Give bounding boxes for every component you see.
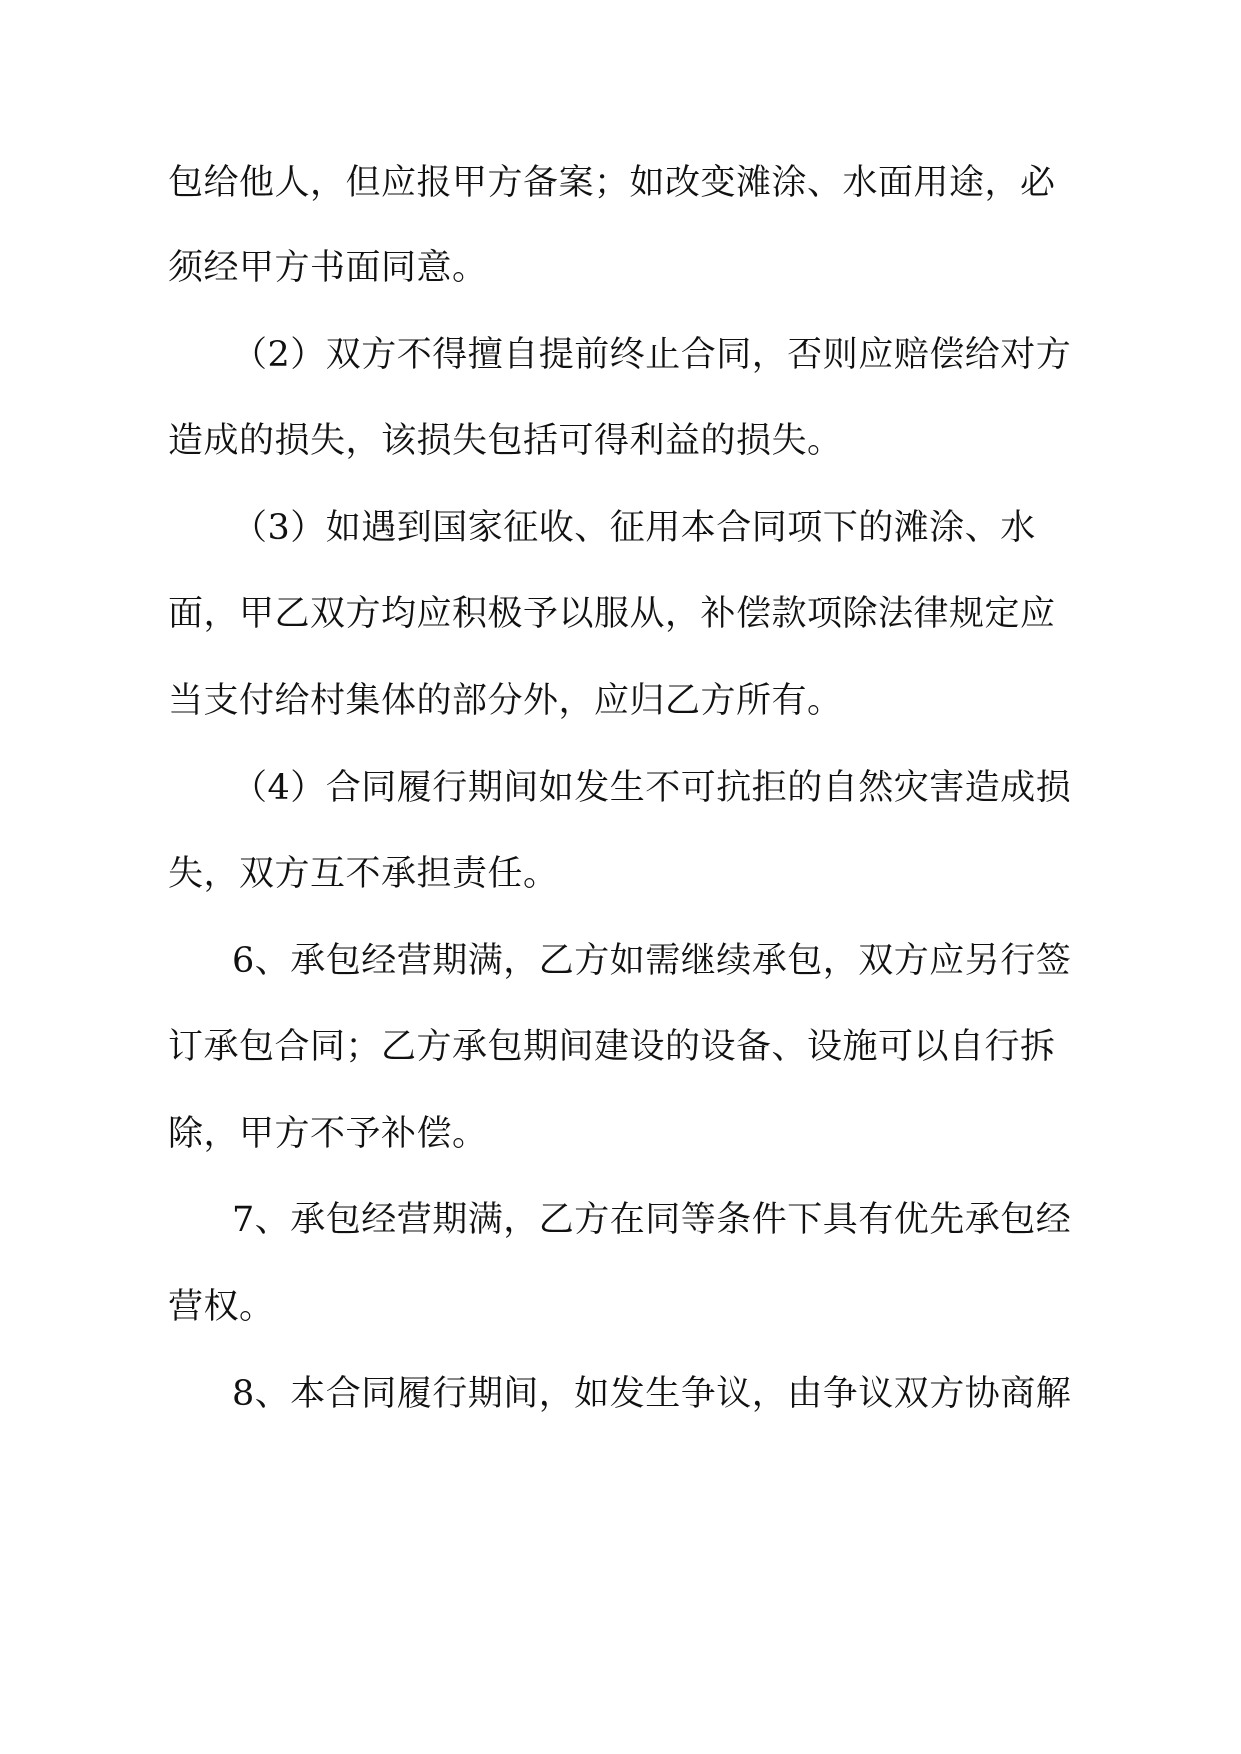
text-line: 6、承包经营期满，乙方如需继续承包，双方应另行签 <box>232 941 1072 981</box>
text-line: 包给他人，但应报甲方备案；如改变滩涂、水面用途，必 <box>168 163 1056 203</box>
text-line: （4）合同履行期间如发生不可抗拒的自然灾害造成损 <box>232 768 1072 808</box>
text-line: 失，双方互不承担责任。 <box>168 854 559 894</box>
text-line: （3）如遇到国家征收、征用本合同项下的滩涂、水 <box>232 508 1036 548</box>
text-line: （2）双方不得擅自提前终止合同，否则应赔偿给对方 <box>232 335 1072 375</box>
text-line: 订承包合同；乙方承包期间建设的设备、设施可以自行拆 <box>168 1027 1056 1067</box>
text-line: 营权。 <box>168 1287 275 1327</box>
text-line: 当支付给村集体的部分外，应归乙方所有。 <box>168 681 843 721</box>
text-line: 面，甲乙双方均应积极予以服从，补偿款项除法律规定应 <box>168 594 1056 634</box>
text-line: 7、承包经营期满，乙方在同等条件下具有优先承包经 <box>232 1200 1072 1240</box>
text-line: 8、本合同履行期间，如发生争议，由争议双方协商解 <box>232 1374 1072 1414</box>
text-line: 除，甲方不予补偿。 <box>168 1114 488 1154</box>
text-line: 造成的损失，该损失包括可得利益的损失。 <box>168 421 843 461</box>
text-line: 须经甲方书面同意。 <box>168 248 488 288</box>
